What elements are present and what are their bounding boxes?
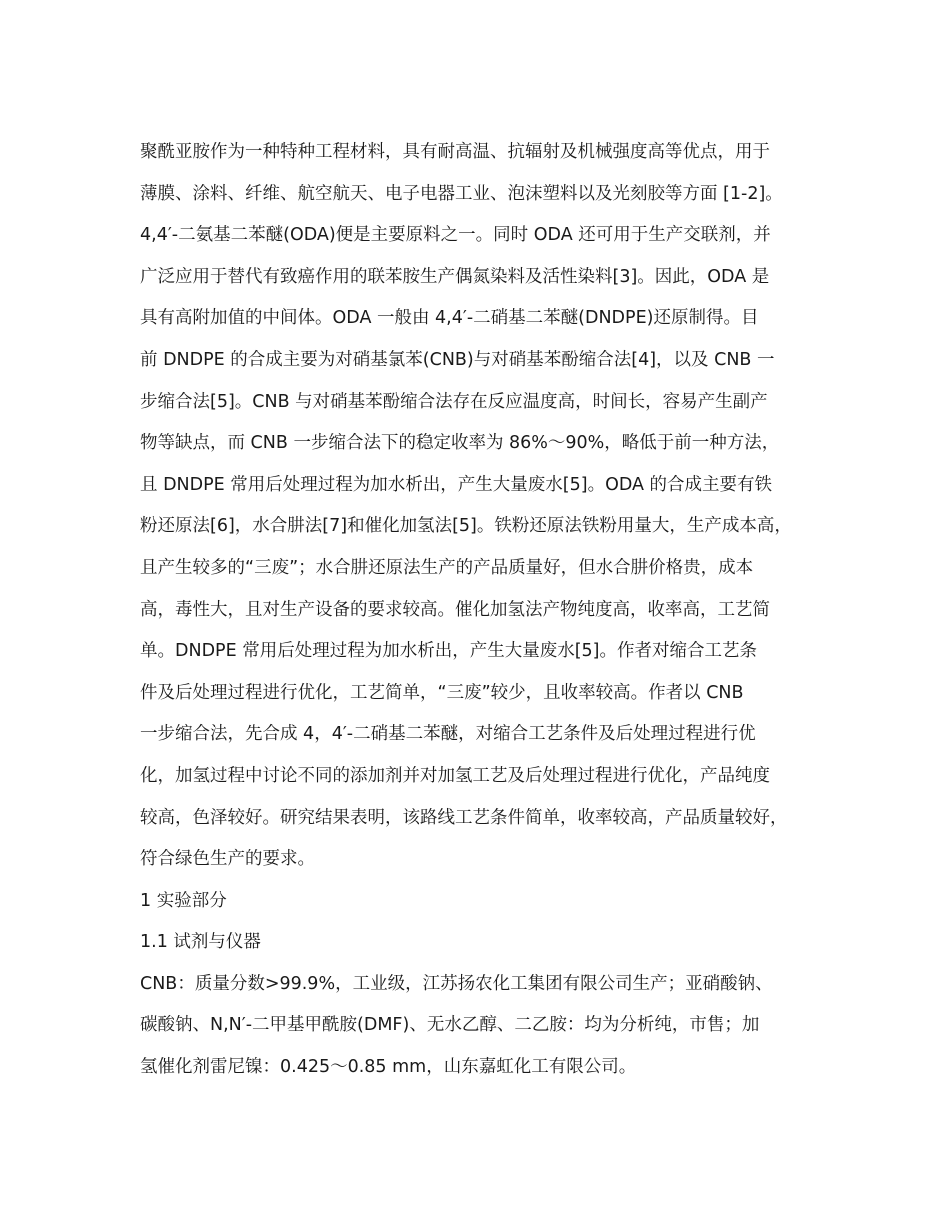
paragraph-line: 物等缺点，而 CNB 一步缩合法下的稳定收率为 86%～90%，略低于前一种方法， [140,433,780,454]
paragraph-line: 一步缩合法，先合成 4，4′-二硝基二苯醚，对缩合工艺条件及后处理过程进行优 [140,724,756,745]
paragraph-line: 步缩合法[5]。CNB 与对硝基苯酚缩合法存在反应温度高，时间长，容易产生副产 [140,391,768,412]
paragraph-line: 聚酰亚胺作为一种特种工程材料，具有耐高温、抗辐射及机械强度高等优点，用于 [140,142,770,162]
body-text [140,138,840,1095]
paragraph-line: 广泛应用于替代有致癌作用的联苯胺生产偶氮染料及活性染料[3]。因此，ODA 是 [140,266,770,287]
paragraph-line: 且 DNDPE 常用后处理过程为加水析出，产生大量废水[5]。ODA 的合成主要有铁 [140,474,773,495]
paragraph-line: 粉还原法[6]，水合肼法[7]和催化加氢法[5]。铁粉还原法铁粉用量大，生产成本高， [140,516,792,537]
paragraph-line: 单。DNDPE 常用后处理过程为加水析出，产生大量废水[5]。作者对缩合工艺条 [140,641,758,662]
paragraph-line: 高，毒性大，且对生产设备的要求较高。催化加氢法产物纯度高，收率高，工艺简 [140,599,770,620]
paragraph-line: 件及后处理过程进行优化，工艺简单，“三废”较少，且收率较高。作者以 CNB [140,682,744,703]
reagents-line: CNB：质量分数>99.9%，工业级，江苏扬农化工集团有限公司生产；亚硝酸钠、 [140,973,773,994]
subsection-heading: 1.1 试剂与仪器 [140,932,261,953]
paragraph-line: 化，加氢过程中讨论不同的添加剂并对加氢工艺及后处理过程进行优化，产品纯度 [140,765,770,786]
paragraph-line: 且产生较多的“三废”；水合肼还原法生产的产品质量好，但水合肼价格贵，成本 [140,557,754,578]
paragraph-line: 4,4′-二氨基二苯醚(ODA)便是主要原料之一。同时 ODA 还可用于生产交联剂，并 [140,225,771,246]
reagents-line: 碳酸钠、N,N′-二甲基甲酰胺(DMF)、无水乙醇、二乙胺：均为分析纯，市售；加 [140,1015,760,1036]
paragraph-line: 薄膜、涂料、纤维、航空航天、电子电器工业、泡沫塑料以及光刻胶等方面 [1-2]。 [140,183,783,204]
paragraph-line: 前 DNDPE 的合成主要为对硝基氯苯(CNB)与对硝基苯酚缩合法[4]，以及 CNB 一 [140,349,775,370]
paragraph-line: 较高，色泽较好。研究结果表明，该路线工艺条件简单，收率较高，产品质量较好， [140,807,788,828]
paragraph-line: 具有高附加值的中间体。ODA 一般由 4,4′-二硝基二苯醚(DNDPE)还原制得。目 [140,308,759,329]
reagents-line: 氢催化剂雷尼镍：0.425～0.85 mm，山东嘉虹化工有限公司。 [140,1057,637,1078]
section-heading: 1 实验部分 [140,890,227,911]
paragraph-line: 符合绿色生产的要求。 [140,849,315,870]
